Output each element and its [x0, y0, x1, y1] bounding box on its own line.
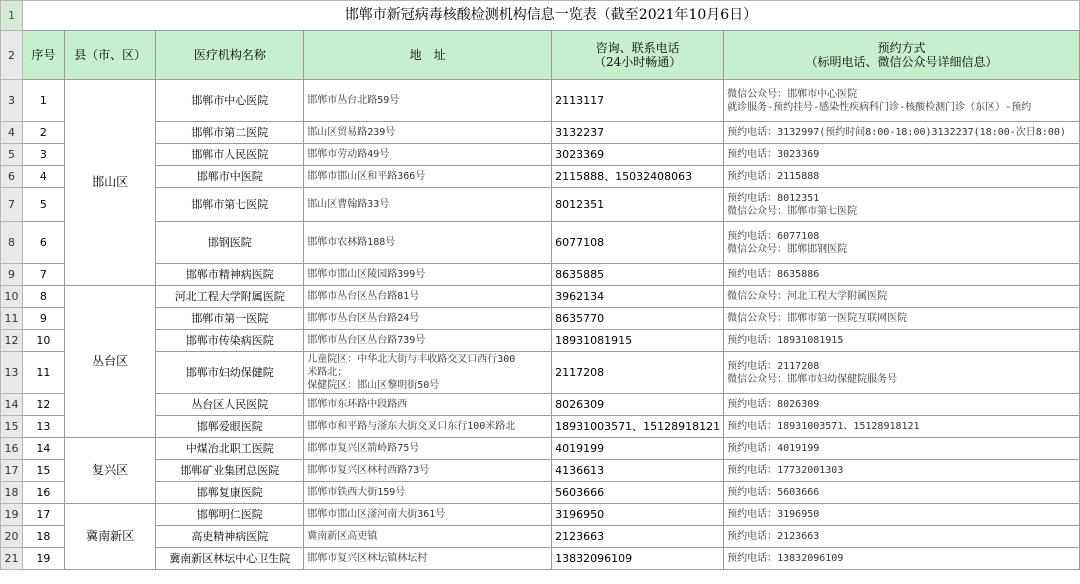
row-number[interactable]: 9	[1, 264, 23, 286]
address-line: 保健院区：邯山区黎明街50号	[307, 380, 440, 391]
cell-address[interactable]	[304, 308, 552, 330]
row-number[interactable]: 10	[1, 286, 23, 308]
address-line: 邯郸市丛台区丛台路24号	[307, 313, 420, 324]
booking-line: 微信公众号：河北工程大学附属医院	[727, 291, 888, 302]
address-line: 邯郸市丛台北路59号	[307, 95, 400, 106]
address-line: 邯山区曹翰路33号	[307, 199, 390, 210]
cell-seq[interactable]: 8	[22, 286, 64, 308]
cell-address[interactable]	[304, 394, 552, 416]
header-seq[interactable]: 序号	[22, 31, 64, 80]
cell-seq[interactable]: 1	[22, 80, 64, 122]
cell-seq[interactable]: 4	[22, 166, 64, 188]
address-line: 邯郸市复兴区箭岭路75号	[307, 443, 420, 454]
booking-line: 微信公众号：邯郸市第一医院互联网医院	[727, 313, 908, 324]
row-number[interactable]: 18	[1, 482, 23, 504]
row-number[interactable]: 17	[1, 460, 23, 482]
cell-address[interactable]	[304, 352, 552, 394]
cell-phone[interactable]: 2123663	[552, 526, 724, 548]
address-line: 邯郸市邯山区陵园路399号	[307, 269, 426, 280]
address-line: 邯郸市和平路与滏东大街交叉口东行100米路北	[307, 421, 516, 432]
cell-name[interactable]: 中煤冶北职工医院	[156, 438, 304, 460]
cell-phone[interactable]: 2113117	[552, 80, 724, 122]
cell-phone[interactable]: 8012351	[552, 188, 724, 222]
cell-name[interactable]: 邯郸明仁医院	[156, 504, 304, 526]
header-row	[1, 31, 1080, 80]
address-line: 米路北；	[307, 367, 348, 378]
table-row	[1, 308, 1080, 330]
cell-name[interactable]: 邯郸市传染病医院	[156, 330, 304, 352]
address-line: 儿童院区：中华北大街与丰收路交叉口西行300	[307, 354, 516, 365]
table-row	[1, 482, 1080, 504]
booking-line: 预约电话：3196950	[727, 509, 820, 520]
booking-line: 预约电话：2115888	[727, 171, 820, 182]
table-row	[1, 286, 1080, 308]
row-number[interactable]: 15	[1, 416, 23, 438]
cell-district[interactable]: 丛台区	[64, 286, 156, 438]
cell-booking[interactable]	[724, 144, 1080, 166]
cell-address[interactable]	[304, 460, 552, 482]
address-line: 邯郸市丛台区丛台路81号	[307, 291, 420, 302]
table-row	[1, 264, 1080, 286]
cell-name[interactable]: 邯郸爱眼医院	[156, 416, 304, 438]
cell-address[interactable]	[304, 482, 552, 504]
table-row	[1, 504, 1080, 526]
cell-name[interactable]: 邯郸市妇幼保健院	[156, 352, 304, 394]
cell-name[interactable]: 邯郸复康医院	[156, 482, 304, 504]
cell-booking[interactable]	[724, 308, 1080, 330]
cell-phone[interactable]: 3196950	[552, 504, 724, 526]
cell-seq[interactable]: 17	[22, 504, 64, 526]
cell-booking[interactable]	[724, 188, 1080, 222]
booking-line: 预约电话：18931081915	[727, 335, 844, 346]
table-row	[1, 526, 1080, 548]
cell-address[interactable]	[304, 548, 552, 570]
row-number[interactable]: 20	[1, 526, 23, 548]
cell-seq[interactable]: 12	[22, 394, 64, 416]
row-number[interactable]: 19	[1, 504, 23, 526]
cell-address[interactable]	[304, 166, 552, 188]
cell-seq[interactable]: 11	[22, 352, 64, 394]
cell-booking[interactable]	[724, 122, 1080, 144]
cell-phone[interactable]: 8635885	[552, 264, 724, 286]
cell-name[interactable]: 邯郸市中心医院	[156, 80, 304, 122]
cell-seq[interactable]: 16	[22, 482, 64, 504]
cell-booking[interactable]	[724, 394, 1080, 416]
booking-line: 预约电话：8012351	[727, 192, 820, 204]
cell-seq[interactable]: 18	[22, 526, 64, 548]
cell-address[interactable]	[304, 80, 552, 122]
cell-address[interactable]	[304, 264, 552, 286]
cell-phone[interactable]: 8635770	[552, 308, 724, 330]
address-line: 邯郸市铁西大街159号	[307, 487, 406, 498]
cell-name[interactable]: 丛台区人民医院	[156, 394, 304, 416]
row-number[interactable]: 13	[1, 352, 23, 394]
booking-line: 就诊服务-预约挂号-感染性疾病科门诊-核酸检测门诊（东区）-预约	[727, 101, 1032, 113]
cell-phone[interactable]: 4136613	[552, 460, 724, 482]
cell-name[interactable]: 邯郸市精神病医院	[156, 264, 304, 286]
cell-phone[interactable]: 13832096109	[552, 548, 724, 570]
header-phone-line1: 咨询、联系电话	[595, 41, 680, 55]
cell-seq[interactable]: 6	[22, 222, 64, 264]
cell-address[interactable]	[304, 144, 552, 166]
cell-seq[interactable]: 19	[22, 548, 64, 570]
cell-address[interactable]	[304, 286, 552, 308]
table-row	[1, 144, 1080, 166]
booking-line: 预约电话：2117208	[727, 360, 820, 372]
cell-name[interactable]: 高吏精神病医院	[156, 526, 304, 548]
row-number[interactable]: 8	[1, 222, 23, 264]
address-line: 冀南新区高吏镇	[307, 531, 378, 542]
cell-booking[interactable]	[724, 352, 1080, 394]
cell-name[interactable]: 冀南新区林坛中心卫生院	[156, 548, 304, 570]
cell-phone[interactable]: 4019199	[552, 438, 724, 460]
cell-seq[interactable]: 9	[22, 308, 64, 330]
cell-booking[interactable]	[724, 222, 1080, 264]
cell-booking[interactable]	[724, 264, 1080, 286]
table-row	[1, 122, 1080, 144]
row-number[interactable]: 3	[1, 80, 23, 122]
cell-phone[interactable]: 2115888、15032408063	[552, 166, 724, 188]
cell-booking[interactable]	[724, 80, 1080, 122]
row-number[interactable]: 11	[1, 308, 23, 330]
address-line: 邯郸市东环路中段路西	[307, 399, 408, 410]
cell-booking[interactable]	[724, 504, 1080, 526]
cell-phone[interactable]: 18931081915	[552, 330, 724, 352]
cell-seq[interactable]: 7	[22, 264, 64, 286]
booking-line: 预约电话：17732001303	[727, 465, 844, 476]
row-number[interactable]: 21	[1, 548, 23, 570]
cell-phone[interactable]: 2117208	[552, 352, 724, 394]
booking-line: 预约电话：8635886	[727, 269, 820, 280]
cell-name[interactable]: 河北工程大学附属医院	[156, 286, 304, 308]
cell-address[interactable]	[304, 504, 552, 526]
table-row	[1, 222, 1080, 264]
cell-booking[interactable]	[724, 460, 1080, 482]
table-row	[1, 166, 1080, 188]
cell-address[interactable]	[304, 416, 552, 438]
cell-name[interactable]: 邯郸市人民医院	[156, 144, 304, 166]
cell-seq[interactable]: 14	[22, 438, 64, 460]
cell-booking[interactable]	[724, 330, 1080, 352]
booking-line: 微信公众号：邯郸市妇幼保健院服务号	[727, 373, 898, 385]
table-row	[1, 548, 1080, 570]
cell-district[interactable]: 复兴区	[64, 438, 156, 504]
table-row	[1, 188, 1080, 222]
cell-booking[interactable]	[724, 416, 1080, 438]
row-number[interactable]: 2	[1, 31, 23, 80]
booking-line: 预约电话：6077108	[727, 230, 820, 242]
header-booking-line1: 预约方式	[877, 41, 926, 55]
cell-seq[interactable]: 5	[22, 188, 64, 222]
header-phone[interactable]	[552, 31, 724, 80]
row-number[interactable]: 16	[1, 438, 23, 460]
booking-line: 微信公众号：邯郸邯钢医院	[727, 243, 848, 255]
address-line: 邯郸市邯山区滏河南大街361号	[307, 509, 446, 520]
cell-phone[interactable]: 18931003571、15128918121	[552, 416, 724, 438]
cell-name[interactable]: 邯郸市中医院	[156, 166, 304, 188]
table-row	[1, 416, 1080, 438]
cell-booking[interactable]	[724, 166, 1080, 188]
cell-phone[interactable]: 8026309	[552, 394, 724, 416]
cell-address[interactable]	[304, 222, 552, 264]
cell-address[interactable]	[304, 438, 552, 460]
cell-phone[interactable]: 3023369	[552, 144, 724, 166]
row-number[interactable]: 6	[1, 166, 23, 188]
cell-address[interactable]	[304, 330, 552, 352]
row-number[interactable]: 14	[1, 394, 23, 416]
cell-seq[interactable]: 10	[22, 330, 64, 352]
row-number[interactable]: 7	[1, 188, 23, 222]
cell-phone[interactable]: 6077108	[552, 222, 724, 264]
cell-name[interactable]: 邯钢医院	[156, 222, 304, 264]
cell-booking[interactable]	[724, 526, 1080, 548]
cell-phone[interactable]: 5603666	[552, 482, 724, 504]
row-number[interactable]: 1	[1, 1, 23, 31]
cell-seq[interactable]: 2	[22, 122, 64, 144]
cell-booking[interactable]	[724, 482, 1080, 504]
header-phone-line2: （24小时畅通）	[594, 55, 682, 69]
cell-booking[interactable]	[724, 438, 1080, 460]
booking-line: 预约电话：3132997(预约时间8:00-18:00)3132237(18:00-次日8:00)	[727, 127, 1066, 138]
table-row	[1, 460, 1080, 482]
booking-line: 预约电话：13832096109	[727, 553, 844, 564]
header-address[interactable]: 地 址	[304, 31, 552, 80]
booking-line: 预约电话：8026309	[727, 399, 820, 410]
table-row	[1, 352, 1080, 394]
booking-line: 预约电话：5603666	[727, 487, 820, 498]
address-line: 邯郸市邯山区和平路366号	[307, 171, 426, 182]
booking-line: 预约电话：2123663	[727, 531, 820, 542]
address-line: 邯郸市复兴区林村西路73号	[307, 465, 430, 476]
cell-district[interactable]: 邯山区	[64, 80, 156, 286]
cell-phone[interactable]: 3962134	[552, 286, 724, 308]
cell-booking[interactable]	[724, 286, 1080, 308]
booking-line: 预约电话：18931003571、15128918121	[727, 421, 920, 432]
address-line: 邯郸市丛台区丛台路739号	[307, 335, 426, 346]
address-line: 邯郸市劳动路49号	[307, 149, 390, 160]
row-number[interactable]: 5	[1, 144, 23, 166]
header-district[interactable]: 县（市、区）	[64, 31, 156, 80]
cell-name[interactable]: 邯郸市第一医院	[156, 308, 304, 330]
cell-name[interactable]: 邯郸市第七医院	[156, 188, 304, 222]
booking-line: 微信公众号：邯郸市中心医院	[727, 88, 858, 100]
row-number[interactable]: 4	[1, 122, 23, 144]
booking-line: 预约电话：3023369	[727, 149, 820, 160]
address-line: 邯山区贸易路239号	[307, 127, 396, 138]
booking-line: 预约电话：4019199	[727, 443, 820, 454]
cell-seq[interactable]: 15	[22, 460, 64, 482]
address-line: 邯郸市复兴区林坛镇林坛村	[307, 553, 428, 564]
cell-address[interactable]	[304, 188, 552, 222]
cell-address[interactable]	[304, 526, 552, 548]
row-number[interactable]: 12	[1, 330, 23, 352]
table-row	[1, 80, 1080, 122]
table-row	[1, 438, 1080, 460]
table-row	[1, 330, 1080, 352]
address-line: 邯郸市农林路188号	[307, 237, 396, 248]
title-row	[1, 1, 1080, 31]
cell-seq[interactable]: 3	[22, 144, 64, 166]
booking-line: 微信公众号：邯郸市第七医院	[727, 205, 858, 217]
cell-booking[interactable]	[724, 548, 1080, 570]
cell-name[interactable]: 邯郸市第二医院	[156, 122, 304, 144]
cell-address[interactable]	[304, 122, 552, 144]
header-booking-line2: （标明电话、微信公众号详细信息）	[805, 55, 998, 69]
header-name[interactable]: 医疗机构名称	[156, 31, 304, 80]
cell-district[interactable]: 冀南新区	[64, 504, 156, 570]
header-booking[interactable]	[724, 31, 1080, 80]
cell-name[interactable]: 邯郸矿业集团总医院	[156, 460, 304, 482]
cell-seq[interactable]: 13	[22, 416, 64, 438]
table-row	[1, 394, 1080, 416]
sheet-title[interactable]: 邯郸市新冠病毒核酸检测机构信息一览表（截至2021年10月6日）	[22, 1, 1079, 31]
cell-phone[interactable]: 3132237	[552, 122, 724, 144]
